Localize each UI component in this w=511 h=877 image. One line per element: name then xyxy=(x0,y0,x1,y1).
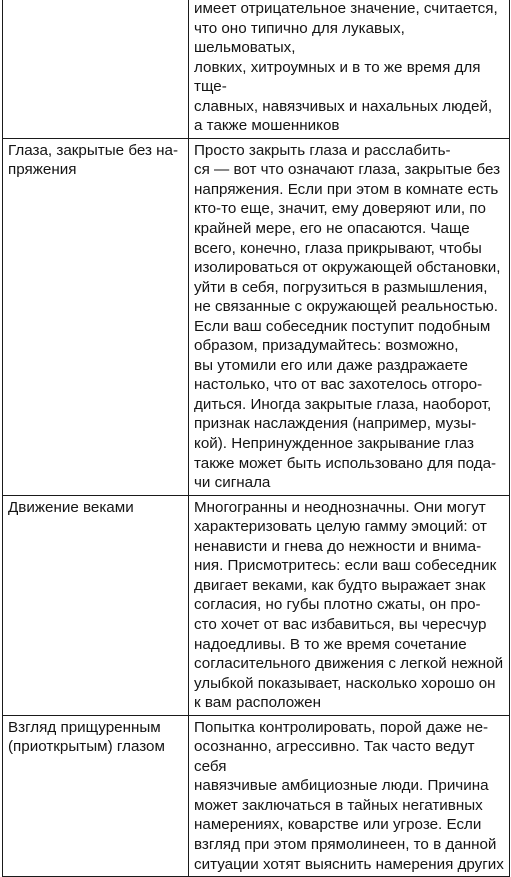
table-row xyxy=(3,138,510,495)
term-cell: Движение веками xyxy=(3,495,189,715)
description-cell: Просто закрыть глаза и расслабить- ся — вот что означают глаза, закрытые без напряжения. Если при этом в комнате есть кто-то еще, значит, ему доверяют или, по крайней мере, его не опасаются. Чаще всего, конечно, глаза прикрывают, чтобы изолироваться от окружающей обстановки, уйти в себя, погрузиться в размышления, не связанные с окружающей реальностью. Если ваш собеседник поступит подобным образом, призадумайтесь: возможно, вы утомили его или даже раздражаете настолько, что от вас захотелось отгоро- диться. Иногда закрытые глаза, наоборот, признак наслаждения (например, музы- кой). Непринужденное закрывание глаз также может быть использовано для пода- чи сигнала xyxy=(189,138,510,495)
table-row xyxy=(3,495,510,715)
term-cell xyxy=(3,0,189,138)
term-cell: Взгляд прищуренным (приоткрытым) глазом xyxy=(3,715,189,876)
description-cell: Попытка контролировать, порой даже не- осознанно, агрессивно. Так часто ведут себя навязчивые амбициозные люди. Причина может заключаться в тайных негативных намерениях, коварстве или угрозе. Если взгляд при этом прямолинеен, то в данной ситуации хотят выяснить намерения других xyxy=(189,715,510,876)
body-language-table xyxy=(2,0,510,877)
description-cell: имеет отрицательное значение, считается, что оно типично для лукавых, шельмоватых, ловких, хитроумных и в то же время для тще- славных, навязчивых и нахальных людей, а также мошенников xyxy=(189,0,510,138)
description-cell: Многогранны и неоднозначны. Они могут характеризовать целую гамму эмоций: от ненависти и гнева до нежности и внима- ния. Присмотритесь: если ваш собеседник двигает веками, как будто выражает знак согласия, но губы плотно сжаты, он про- сто хочет от вас избавиться, вы чересчур надоедливы. В то же время сочетание согласительного движения с легкой нежной улыбкой показывает, насколько хорошо он к вам расположен xyxy=(189,495,510,715)
table-row xyxy=(3,0,510,138)
table-row xyxy=(3,715,510,876)
term-cell: Глаза, закрытые без на- пряжения xyxy=(3,138,189,495)
